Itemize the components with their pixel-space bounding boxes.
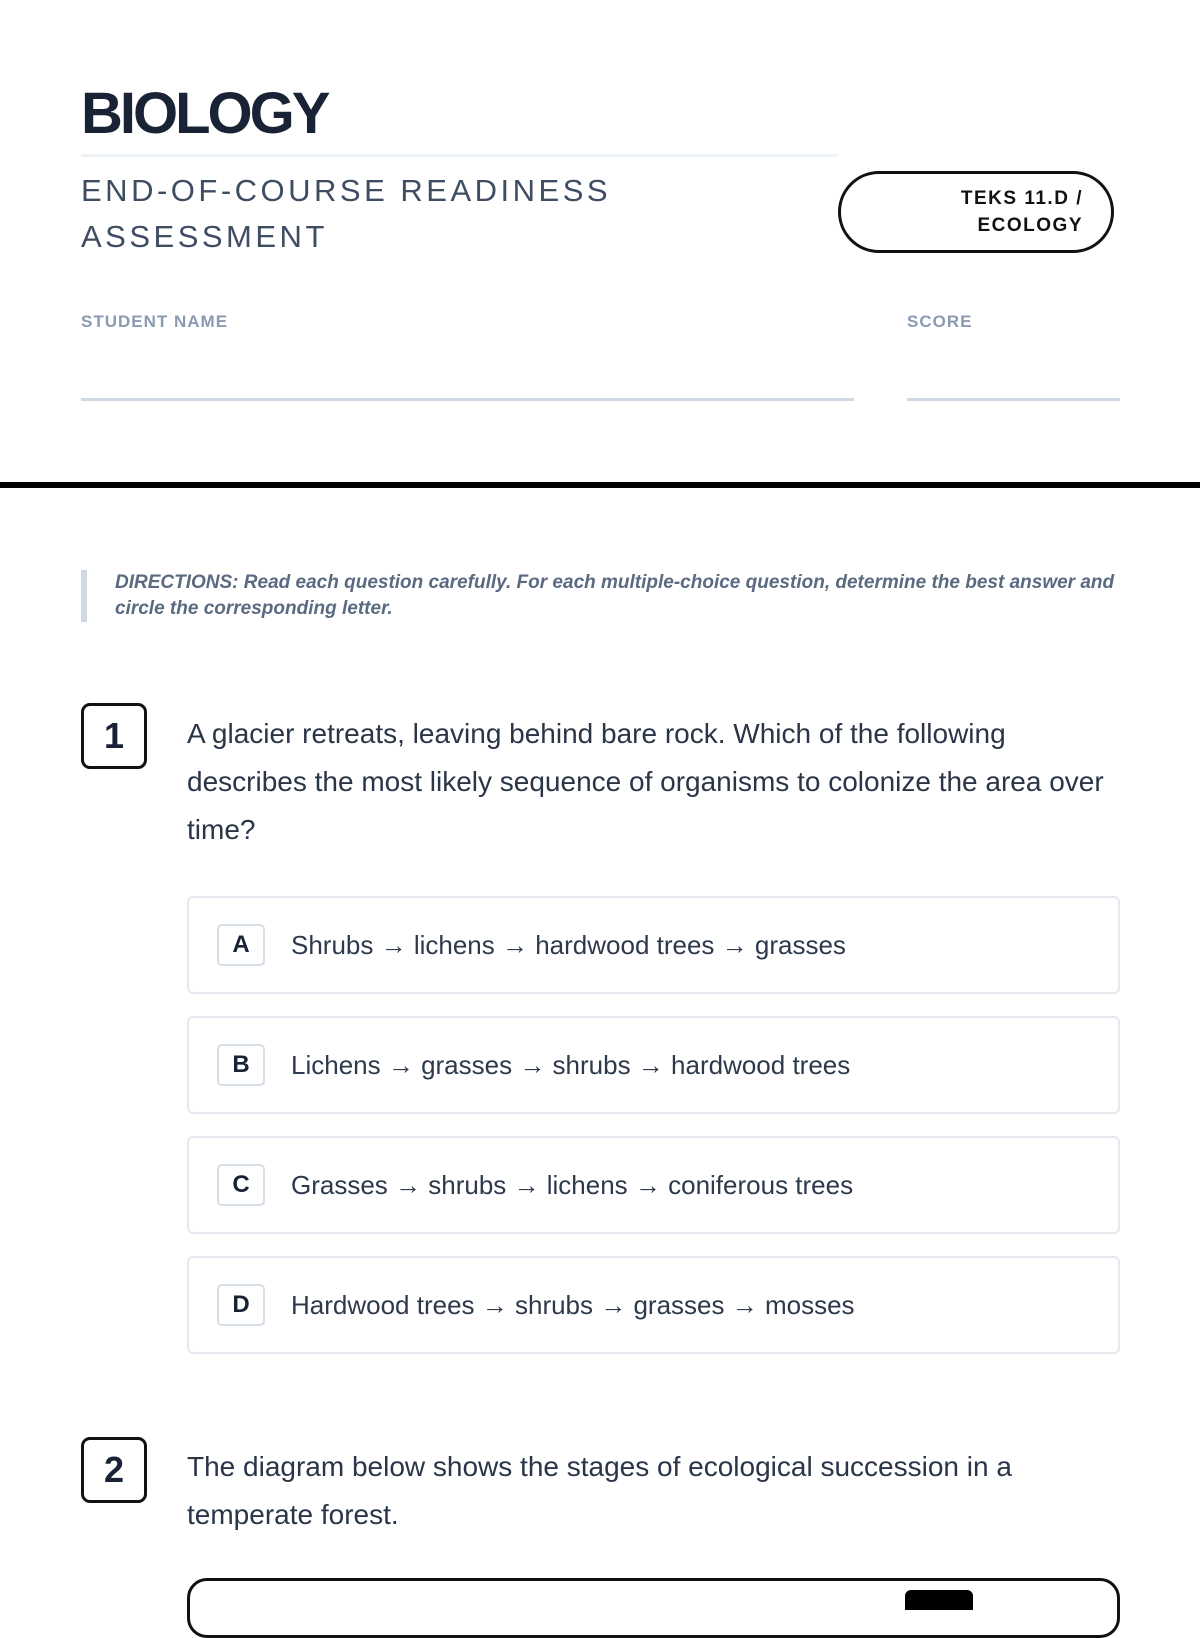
title-divider [81, 154, 837, 157]
succession-diagram-frame [187, 1578, 1120, 1638]
question-text-2: The diagram below shows the stages of ecological succession in a temperate forest. [187, 1451, 1012, 1530]
student-name-line [81, 398, 854, 401]
score-field[interactable] [907, 350, 1120, 394]
option-text: Grasses → shrubs → lichens → coniferous trees [291, 1169, 854, 1200]
option-c[interactable] [187, 1136, 1120, 1234]
score-line [907, 398, 1120, 401]
page-subtitle: END-OF-COURSE READINESS ASSESSMENT [81, 173, 612, 254]
teks-badge [838, 171, 1114, 253]
option-a[interactable] [187, 896, 1120, 994]
option-letter: B [217, 1044, 265, 1086]
option-letter: C [217, 1164, 265, 1206]
question-number-2: 2 [81, 1437, 147, 1503]
option-b[interactable] [187, 1016, 1120, 1114]
directions: DIRECTIONS: Read each question carefully. For each multiple-choice question, determine the best answer and circle the corresponding letter. [81, 570, 1115, 622]
question-text-1: A glacier retreats, leaving behind bare rock. Which of the following describes the most likely sequence of organisms to colonize the area over time? [187, 718, 1104, 845]
student-name-label: STUDENT NAME [81, 312, 229, 331]
badge-line-1: TEKS 11.D / [960, 188, 1083, 209]
page-title: BIOLOGY [81, 81, 328, 146]
option-d[interactable] [187, 1256, 1120, 1354]
option-letter: A [217, 924, 265, 966]
student-name-field[interactable] [81, 350, 854, 394]
option-letter: D [217, 1284, 265, 1326]
question-number-1: 1 [81, 703, 147, 769]
badge-line-2: ECOLOGY [977, 215, 1083, 236]
diagram-label-tab [905, 1590, 973, 1610]
score-label: SCORE [907, 312, 973, 331]
section-divider [0, 482, 1200, 488]
option-text: Hardwood trees → shrubs → grasses → mosses [291, 1289, 855, 1320]
option-text: Shrubs → lichens → hardwood trees → grasses [291, 929, 846, 960]
option-text: Lichens → grasses → shrubs → hardwood trees [291, 1049, 851, 1080]
